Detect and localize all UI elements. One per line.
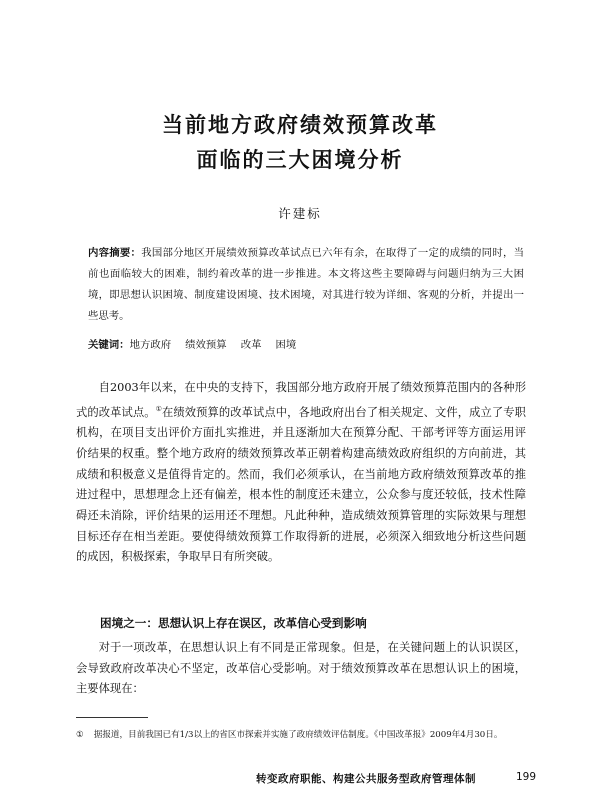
body-paragraph-1 <box>76 378 526 568</box>
body-paragraph-2: 对于一项改革，在思想认识上有不同是正常现象。但是，在关键问题上的认识误区，会导致政府改革决心不坚定，改革信心受影响。对于绩效预算改革在思想认识上的困境，主要体现在： <box>76 641 526 696</box>
footnote <box>76 728 524 742</box>
section-heading: 困境之一：思想认识上存在误区，改革信心受到影响 <box>100 616 367 630</box>
keyword-item: 改革 <box>240 339 262 351</box>
keyword-item: 困境 <box>275 339 297 351</box>
abstract-label: 内容摘要： <box>88 247 142 259</box>
footnote-mark: ① <box>76 730 84 740</box>
body-section-1 <box>76 378 526 568</box>
keywords <box>88 335 524 356</box>
abstract <box>88 243 524 327</box>
footnote-divider <box>76 717 148 718</box>
title-line-2: 面临的三大困境分析 <box>196 147 404 172</box>
author-name: 许建标 <box>278 206 322 221</box>
paragraph-1-text-a: 自2003年以来，在中央的支持下，我国部分地方政府开展了绩效预算范围内的各种形式的改革试点。 <box>76 381 526 419</box>
title-line-1: 当前地方政府绩效预算改革 <box>162 112 438 137</box>
footnote-text: 据报道，目前我国已有1/3以上的省区市探索并实施了政府绩效评估制度。《中国改革报》2009年4月30日。 <box>93 730 503 740</box>
running-footer-title: 转变政府职能、构建公共服务型政府管理体制 <box>256 773 476 785</box>
keywords-label: 关键词： <box>88 339 130 351</box>
page-number: 199 <box>516 771 537 783</box>
abstract-text: 我国部分地区开展绩效预算改革试点已六年有余，在取得了一定的成绩的同时，当前也面临较大的困难，制约着改革的进一步推进。本文将这些主要障碍与问题归纳为三大困境，即思想认识困境、制度建设困境、技术困境，对其进行较为详细、客观的分析，并提出一些思考。 <box>88 247 524 322</box>
paragraph-1-text-b: 在绩效预算的改革试点中，各地政府出台了相关规定、文件，成立了专职机构，在项目支出评价方面扎实推进，并且逐渐加大在预算分配、干部考评等方面运用评价结果的权重。整个地方政府的绩效预算改革正朝着构建高绩效政府组织的方向前进，其成绩和积极意义是值得肯定的。然而，我们必须承认，在当前地方政府绩效预算改革的推进过程中，思想理念上还有偏差，根本性的制度还未建立，公众参与度还较低，技术性障碍还未消除，评价结果的运用还不理想。凡此种种，造成绩效预算管理的实际效果与理想目标还存在相当差距。要使得绩效预算工作取得新的进展，必须深入细致地分析这些问题的成因，积极探索，争取早日有所突破。 <box>76 405 526 564</box>
keyword-item: 地方政府 <box>129 339 172 351</box>
keyword-item: 绩效预算 <box>185 339 227 351</box>
body-section-2 <box>76 638 526 700</box>
footnote-reference: ① <box>155 404 162 413</box>
